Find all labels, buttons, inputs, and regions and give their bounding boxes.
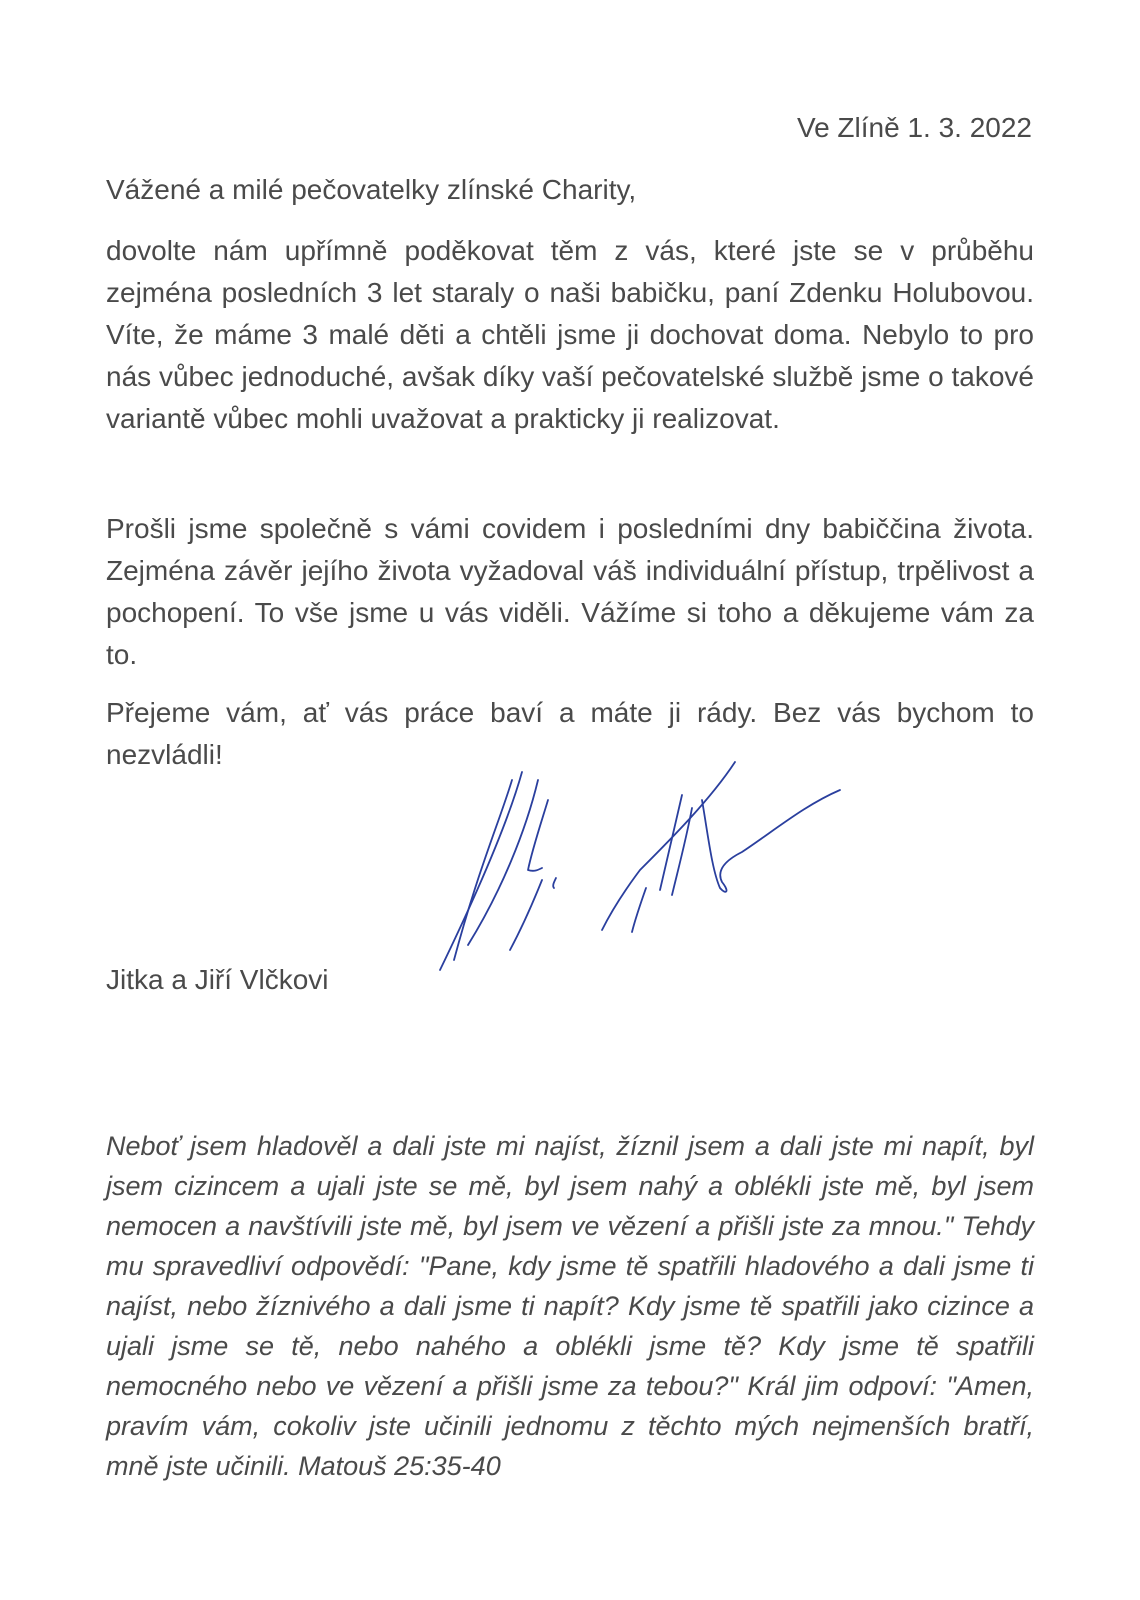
- letter-greeting: Vážené a milé pečovatelky zlínské Charity,: [106, 174, 637, 205]
- letter-paragraph: Přejeme vám, ať vás práce baví a máte ji rády. Bez vás bychom to nezvládli!: [106, 697, 1034, 770]
- signature-stroke: [632, 888, 646, 932]
- signature-stroke: [602, 762, 735, 930]
- bible-quote: Neboť jsem hladověl a dali jste mi najíst, žíznil jsem a dali jste mi napít, byl jsem cizincem a ujali jste se mě, byl jsem nahý a oblékli jste mě, byl jsem nemocen a navštívili jste mě, byl jsem ve vězení a přišli jste za mnou." Tehdy mu spravedliví odpovědí: "Pane, kdy jsme tě spatřili hladového a dali jsme ti najíst, nebo žíznivého a dali jsme ti napít? Kdy jsme tě spatřili jako cizince a ujali jsme se tě, nebo nahého a oblékli jsme tě? Kdy jsme tě spatřili nemocného nebo ve vězení a přišli jsme za tebou?" Král jim odpoví: "Amen, pravím vám, cokoliv jste učinili jednomu z těchto mých nejmenších bratří, mně jste učinili. Matouš 25:35-40: [106, 1131, 1034, 1481]
- letter-date: Ve Zlíně 1. 3. 2022: [796, 112, 1032, 143]
- handwritten-signature: [430, 760, 860, 990]
- signature-stroke: [702, 790, 840, 892]
- signature-stroke: [454, 780, 512, 960]
- signature-stroke: [672, 808, 692, 895]
- letter-paragraph: Prošli jsme společně s vámi covidem i posledními dny babiččina života. Zejména závěr jejího života vyžadoval váš individuální přístup, trpělivost a pochopení. To vše jsme u vás viděli. Vážíme si toho a děkujeme vám za to.: [106, 513, 1034, 670]
- letter-paragraph: dovolte nám upřímně poděkovat těm z vás, které jste se v průběhu zejména posledních 3 let staraly o naši babičku, paní Zdenku Holubovou. Víte, že máme 3 malé děti a chtěli jsme ji dochovat doma. Nebylo to pro nás vůbec jednoduché, avšak díky vaší pečovatelské službě jsme o takové variantě vůbec mohli uvažovat a prakticky ji realizovat.: [106, 235, 1034, 434]
- letter-signers: Jitka a Jiří Vlčkovi: [106, 964, 329, 995]
- signature-stroke: [510, 880, 542, 950]
- signature-stroke: [528, 800, 548, 871]
- signature-stroke: [553, 878, 556, 888]
- signature-stroke: [660, 795, 682, 890]
